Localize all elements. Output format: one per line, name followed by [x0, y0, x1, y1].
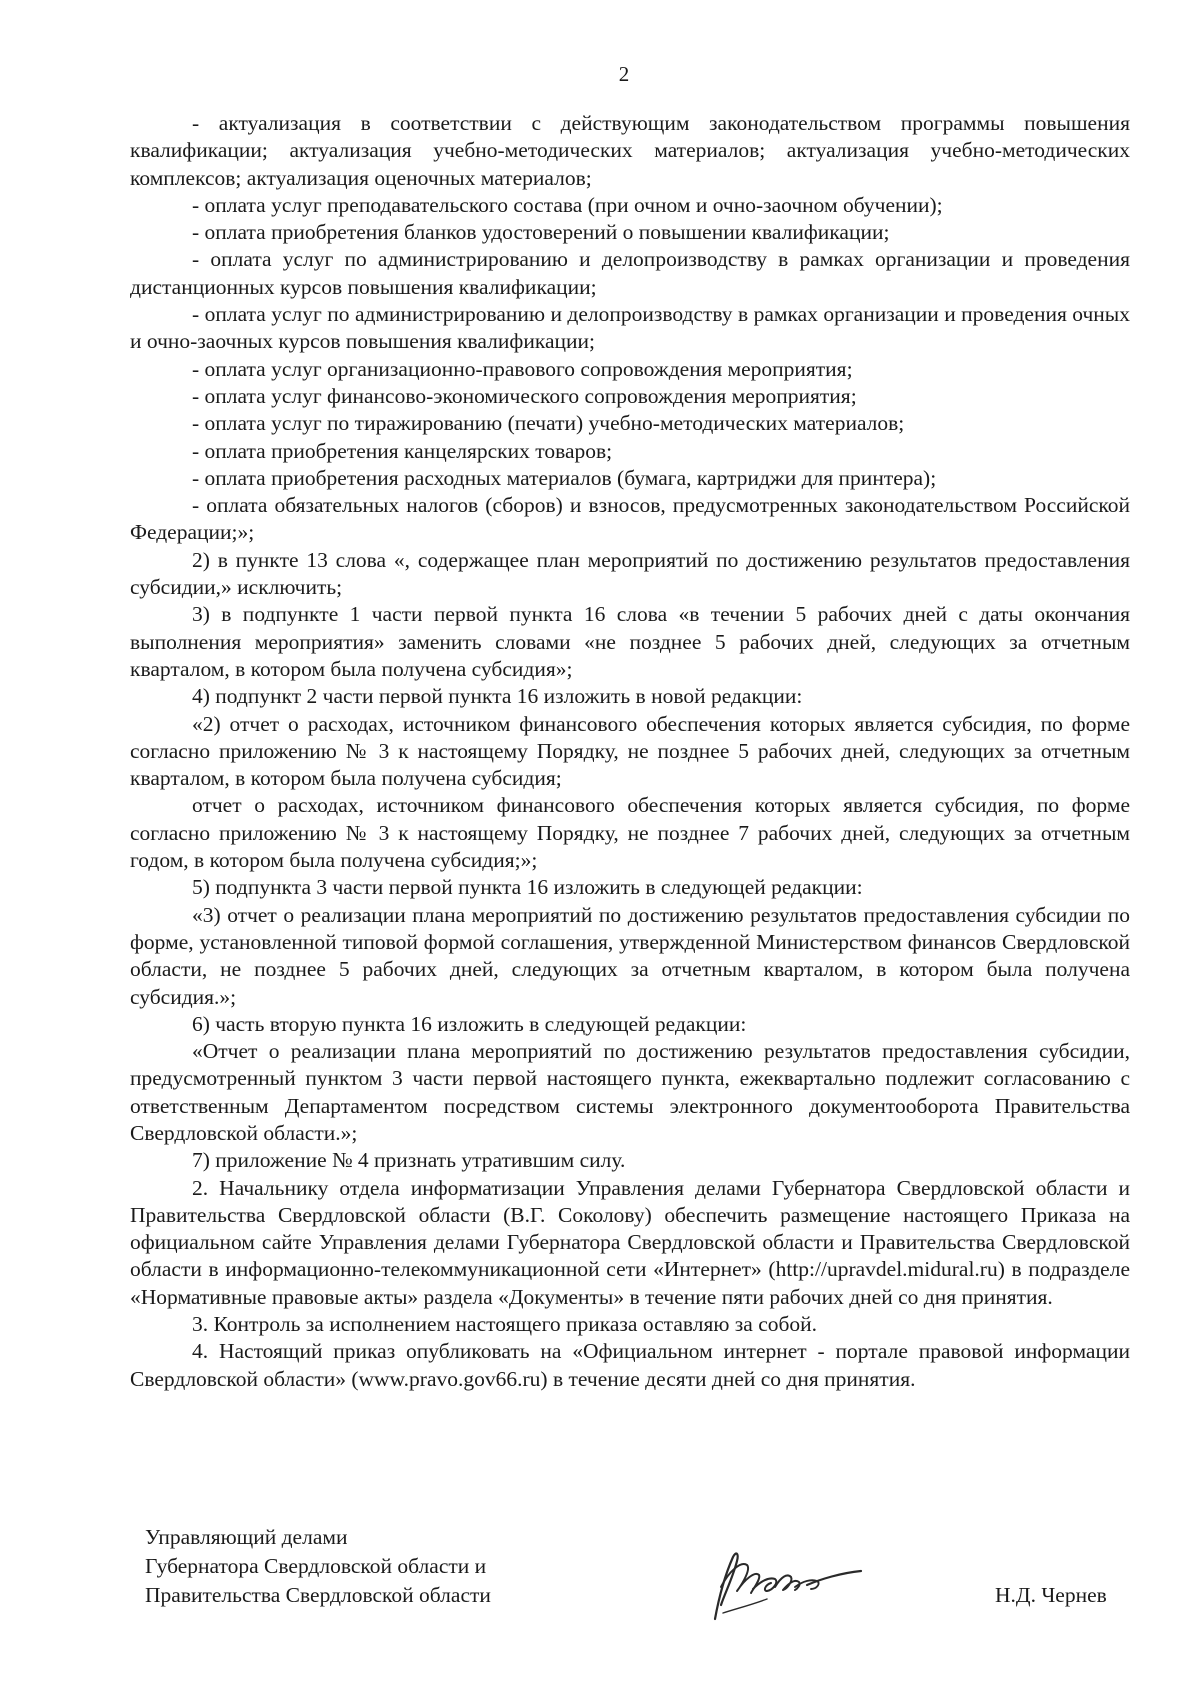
list-item-printing: - оплата услуг по тиражированию (печати) учебно-методических материалов;	[192, 411, 905, 436]
amendment-item-4: 4) подпункт 2 части первой пункта 16 изложить в новой редакции:	[192, 684, 803, 709]
amendment-item-2: 2) в пункте 13 слова «, содержащее план мероприятий по достижению результатов предоставления субсидии,» исключить;	[130, 547, 1130, 600]
list-item-consumables: - оплата приобретения расходных материалов (бумага, картриджи для принтера);	[192, 465, 937, 490]
amendment-item-4-quote-1: «2) отчет о расходах, источником финансового обеспечения которых является субсидия, по форме согласно приложению № 3 к настоящему Порядку, не позднее 5 рабочих дней, следующих за отчетным кварталом, в котором была получена субсидия;	[130, 711, 1130, 791]
list-item-legal-support: - оплата услуг организационно-правового сопровождения мероприятия;	[192, 356, 853, 381]
amendment-item-3: 3) в подпункте 1 части первой пункта 16 слова «в течении 5 рабочих дней с даты окончания выполнения мероприятия» заменить словами «не позднее 5 рабочих дней, следующих за отчетным кварталом, в котором была получена субсидия»;	[130, 602, 1130, 681]
page-number: 2	[618, 62, 630, 86]
order-point-4: 4. Настоящий приказ опубликовать на «Официальном интернет - портале правовой информации Свердловской области» (www.pravo.gov66.ru) в течение десяти дней со дня принятия.	[130, 1339, 1130, 1391]
amendment-item-5: 5) подпункта 3 части первой пункта 16 изложить в следующей редакции:	[192, 875, 863, 900]
signatory-title-line: Управляющий делами	[145, 1525, 348, 1549]
amendment-item-4-quote-2: отчет о расходах, источником финансового обеспечения которых является субсидия, по форме согласно приложению № 3 к настоящему Порядку, не позднее 7 рабочих дней, следующих за отчетным годом, в котором была получена субсидия;»;	[130, 793, 1130, 873]
list-item-financial-support: - оплата услуг финансово-экономического сопровождения мероприятия;	[192, 383, 857, 408]
list-item-teaching-staff-payment: - оплата услуг преподавательского состава (при очном и очно-заочном обучении);	[192, 192, 943, 217]
signatory-title	[145, 1523, 565, 1610]
document-body	[130, 110, 1130, 1393]
amendment-item-5-quote: «3) отчет о реализации плана мероприятий по достижению результатов предоставления субсидии по форме, установленной типовой формой соглашения, утвержденной Министерством финансов Свердловской области, не позднее 5 рабочих дней, следующих за отчетным кварталом, в котором была получена субсидия.»;	[130, 902, 1130, 1009]
order-point-2: 2. Начальнику отдела информатизации Управления делами Губернатора Свердловской области и Правительства Свердловской области (В.Г. Соколову) обеспечить размещение настоящего Приказа на официальном сайте Управления делами Губернатора Свердловской области и Правительства Свердловской области в информационно-телекоммуникационной сети «Интернет» (http://upravdel.midural.ru) в подразделе «Нормативные правовые акты» раздела «Документы» в течение пяти рабочих дней со дня принятия.	[130, 1175, 1130, 1309]
list-item-stationery: - оплата приобретения канцелярских товаров;	[192, 438, 613, 463]
order-point-3: 3. Контроль за исполнением настоящего приказа оставляю за собой.	[192, 1312, 818, 1337]
list-item-certificate-forms-payment: - оплата приобретения бланков удостоверений о повышении квалификации;	[192, 220, 890, 245]
list-item-actualization: - актуализация в соответствии с действующим законодательством программы повышения квалификации; актуализация учебно-методических материалов; актуализация учебно-методических комплексов; актуализация оценочных материалов;	[130, 111, 1130, 190]
signature-block	[145, 1523, 1125, 1643]
signatory-name: Н.Д. Чернев	[995, 1583, 1107, 1607]
signatory-title-line: Правительства Свердловской области	[145, 1583, 491, 1607]
amendment-item-6: 6) часть вторую пункта 16 изложить в следующей редакции:	[192, 1011, 747, 1036]
handwritten-signature-icon	[695, 1527, 875, 1637]
list-item-onsite-courses-administration: - оплата услуг по администрированию и делопроизводству в рамках организации и проведения очных и очно-заочных курсов повышения квалификации;	[130, 302, 1130, 354]
amendment-item-6-quote: «Отчет о реализации плана мероприятий по достижению результатов предоставления субсидии, предусмотренный пунктом 3 части первой настоящего пункта, ежеквартально подлежит согласованию с ответственным Департаментом посредством системы электронного документооборота Правительства Свердловской области.»;	[130, 1039, 1130, 1145]
signatory-title-line: Губернатора Свердловской области и	[145, 1554, 487, 1578]
amendment-item-7: 7) приложение № 4 признать утратившим силу.	[192, 1148, 626, 1173]
list-item-taxes: - оплата обязательных налогов (сборов) и взносов, предусмотренных законодательством Российской Федерации;»;	[130, 493, 1130, 545]
list-item-remote-courses-administration: - оплата услуг по администрированию и делопроизводству в рамках организации и проведения дистанционных курсов повышения квалификации;	[130, 247, 1130, 299]
